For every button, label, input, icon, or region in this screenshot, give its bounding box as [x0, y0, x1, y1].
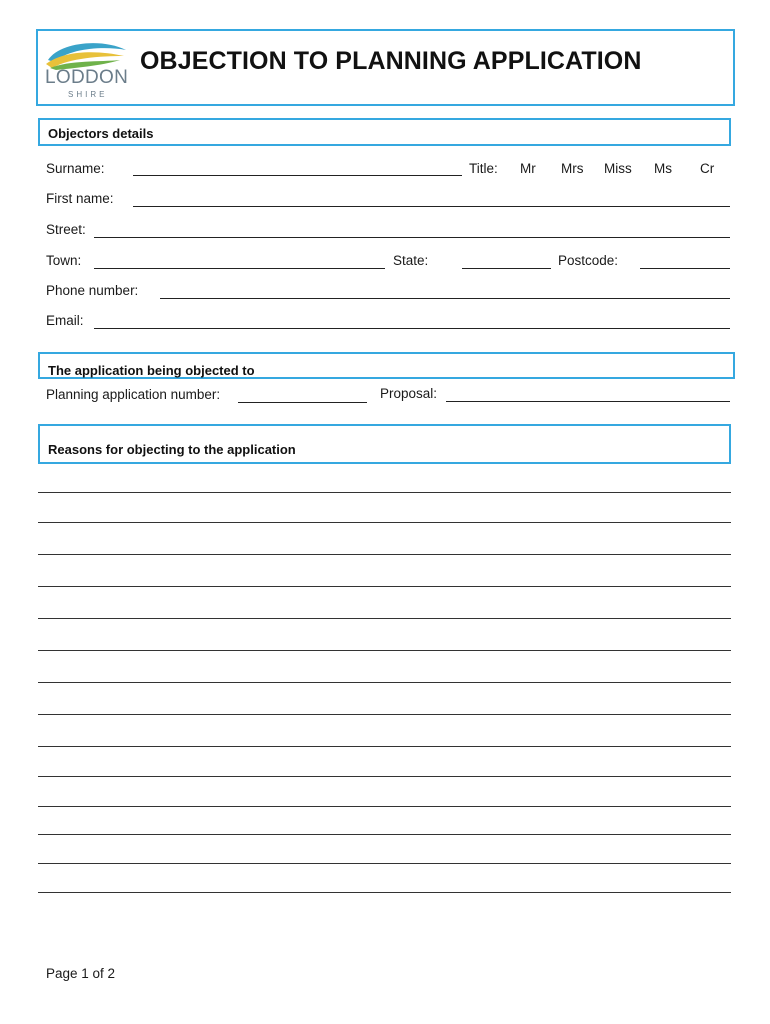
page-number: Page 1 of 2: [46, 966, 116, 981]
title-label: Title:: [469, 161, 498, 176]
surname-field[interactable]: [133, 175, 462, 176]
brand-name: LODDON: [45, 67, 129, 88]
first-name-label: First name:: [46, 191, 114, 206]
postcode-label: Postcode:: [558, 253, 619, 268]
reason-line[interactable]: [38, 746, 731, 747]
reasons-heading: Reasons for objecting to the application: [48, 442, 296, 457]
proposal-label: Proposal:: [380, 386, 438, 401]
state-field[interactable]: [462, 268, 551, 269]
reasons-heading-box: [38, 424, 731, 464]
street-field[interactable]: [94, 237, 730, 238]
reason-line[interactable]: [38, 554, 731, 555]
title-option-cr[interactable]: Cr: [700, 161, 715, 176]
state-label: State:: [393, 253, 429, 268]
reason-line[interactable]: [38, 650, 731, 651]
reason-line[interactable]: [38, 492, 731, 493]
reason-line[interactable]: [38, 863, 731, 864]
street-label: Street:: [46, 222, 86, 237]
page-title: OBJECTION TO PLANNING APPLICATION: [140, 47, 642, 75]
planning-number-label: Planning application number:: [46, 387, 221, 402]
title-option-miss[interactable]: Miss: [604, 161, 632, 176]
reason-line[interactable]: [38, 776, 731, 777]
application-heading-box: [38, 352, 735, 379]
first-name-field[interactable]: [133, 206, 730, 207]
application-heading: The application being objected to: [48, 363, 255, 378]
town-field[interactable]: [94, 268, 385, 269]
title-option-mr[interactable]: Mr: [520, 161, 536, 176]
surname-label: Surname:: [46, 161, 105, 176]
title-option-ms[interactable]: Ms: [654, 161, 672, 176]
reason-line[interactable]: [38, 586, 731, 587]
email-label: Email:: [46, 313, 84, 328]
proposal-field[interactable]: [446, 401, 730, 402]
reason-line[interactable]: [38, 682, 731, 683]
planning-number-field[interactable]: [238, 402, 367, 403]
objectors-heading-box: [38, 118, 731, 146]
reason-line[interactable]: [38, 522, 731, 523]
reason-line[interactable]: [38, 618, 731, 619]
objectors-heading: Objectors details: [48, 126, 154, 141]
email-field[interactable]: [94, 328, 730, 329]
reason-line[interactable]: [38, 714, 731, 715]
title-option-mrs[interactable]: Mrs: [561, 161, 584, 176]
reason-line[interactable]: [38, 892, 731, 893]
reason-line[interactable]: [38, 806, 731, 807]
brand-subname: SHIRE: [68, 90, 108, 99]
phone-field[interactable]: [160, 298, 730, 299]
postcode-field[interactable]: [640, 268, 730, 269]
town-label: Town:: [46, 253, 82, 268]
phone-label: Phone number:: [46, 283, 139, 298]
reason-line[interactable]: [38, 834, 731, 835]
